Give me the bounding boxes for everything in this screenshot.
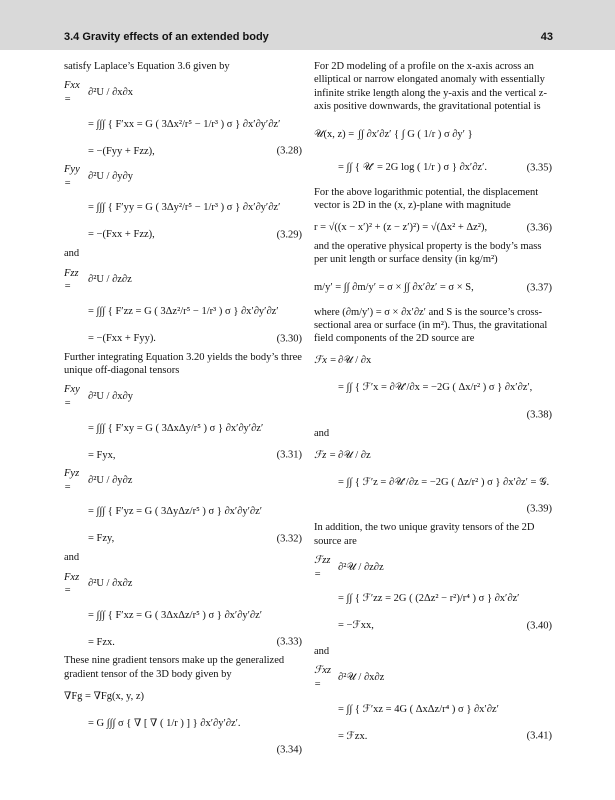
equation-rhs: = ∫∫∫ { F′xx = G ( 3Δx²/r⁵ − 1/r³ ) σ } ∂x′∂y′∂z′ xyxy=(88,118,281,130)
equation-line xyxy=(64,530,302,548)
equation-lhs: 𝒰(x, z) = xyxy=(314,129,355,141)
equation-line xyxy=(314,467,552,497)
right-column xyxy=(314,60,552,748)
equation-line xyxy=(314,694,552,724)
equation-line xyxy=(64,193,302,223)
page-number: 43 xyxy=(540,31,553,43)
equation-line xyxy=(314,219,552,237)
equation-number: (3.31) xyxy=(276,449,302,461)
equation-line xyxy=(64,687,302,705)
equation-line xyxy=(314,554,552,581)
equation-rhs: ∂²U / ∂x∂y xyxy=(88,391,133,403)
equation-line xyxy=(314,617,552,635)
equation-rhs: = −(Fxx + Fyy). xyxy=(88,332,156,344)
equation-rhs: = ℱzx. xyxy=(338,730,368,742)
paragraph: and the operative physical property is the body’s mass per unit length or surface density (in kg/m²) xyxy=(314,240,542,266)
equation-number: (3.36) xyxy=(526,221,552,233)
equation-line xyxy=(64,633,302,651)
equation-rhs: = ∫∫∫ { F′yz = G ( 3ΔyΔz/r⁵ ) σ } ∂x′∂y′∂z′ xyxy=(88,506,263,518)
equation-rhs: = Fzx. xyxy=(88,636,115,648)
equation-rhs: ∂²U / ∂x∂z xyxy=(88,578,133,590)
equation-line xyxy=(64,109,302,139)
equation-number: (3.29) xyxy=(276,229,302,241)
equation-number: (3.32) xyxy=(276,533,302,545)
equation-number: (3.33) xyxy=(276,636,302,648)
equation-lhs: ∇Fg = ∇Fg(x, y, z) xyxy=(64,690,144,702)
equation-lhs: Fzz = xyxy=(64,267,79,293)
paragraph: satisfy Laplace’s Equation 3.6 given by xyxy=(64,61,230,72)
paragraph: These nine gradient tensors make up the generalized gradient tensor of the 3D body given by xyxy=(64,655,285,680)
equation-line xyxy=(64,297,302,327)
equation-rhs: ∂²U / ∂x∂x xyxy=(88,87,133,99)
equation-line xyxy=(64,446,302,464)
left-column xyxy=(64,60,302,762)
equation-line xyxy=(64,142,302,160)
equation-rhs: m/y′ = ∫∫ ∂m/y′ = σ × ∫∫ ∂x′∂z′ = σ × S, xyxy=(314,281,474,293)
equation-line xyxy=(64,708,302,738)
equation-rhs: = Fzy, xyxy=(88,533,115,545)
equation-line xyxy=(64,497,302,527)
equation-lhs: Fxy = xyxy=(64,384,80,409)
paragraph: and xyxy=(314,427,330,439)
equation-number: (3.40) xyxy=(526,620,552,632)
equation-line xyxy=(64,571,302,598)
equation-line xyxy=(64,413,302,443)
equation-line xyxy=(64,600,302,630)
equation-line xyxy=(314,120,552,150)
equation-line xyxy=(314,153,552,183)
equation-line xyxy=(64,383,302,410)
equation-rhs: = −ℱxx, xyxy=(338,620,374,632)
equation-line xyxy=(64,467,302,494)
equation-line xyxy=(64,79,302,106)
equation-line xyxy=(64,741,302,759)
equation-rhs: ∂²𝒰 / ∂x∂z xyxy=(338,672,385,684)
equation-rhs: ∂²U / ∂y∂z xyxy=(88,474,133,486)
equation-line xyxy=(314,273,552,303)
equation-line xyxy=(314,352,552,370)
equation-line xyxy=(64,226,302,244)
equation-number: (3.30) xyxy=(276,332,302,344)
equation-line xyxy=(314,446,552,464)
paragraph: and xyxy=(64,552,80,564)
paragraph: For 2D modeling of a profile on the x-axis across an elliptical or narrow elongated anomaly with essentially infinite strike length along the y-axis and the vertical z-axis positive downwards, the gravitational potential is xyxy=(314,61,547,113)
paragraph: where (∂m/y′) = σ × ∂x′∂z′ and S is the source’s cross-sectional area or surface (in m²). Thus, the gravitational field components of the 2D source are xyxy=(314,306,548,345)
paragraph: Further integrating Equation 3.20 yields the body’s three unique off-diagonal tensors xyxy=(64,351,302,376)
equation-rhs: = ∫∫ { ℱ′z = ∂𝒰′/∂z = −2G ( Δz/r² ) σ } ∂x′∂z′ = 𝒢. xyxy=(338,476,550,488)
equation-rhs: = ∫∫∫ { F′zz = G ( 3Δz²/r⁵ − 1/r³ ) σ } ∂x′∂y′∂z′ xyxy=(88,305,279,317)
paragraph: and xyxy=(64,248,80,260)
equation-rhs: = ∫∫ { 𝒰′ = 2G log ( 1/r ) σ } ∂x′∂z′. xyxy=(338,162,487,174)
equation-lhs: ℱzz = xyxy=(314,555,331,580)
equation-line xyxy=(314,584,552,614)
equation-rhs: ∂𝒰 / ∂z xyxy=(338,449,371,461)
equation-rhs: = ∫∫ { ℱ′zz = 2G ( (2Δz² − r²)/r⁴ ) σ } ∂x′∂z′ xyxy=(338,593,520,605)
equation-number: (3.41) xyxy=(526,730,552,742)
equation-line xyxy=(64,330,302,348)
running-header xyxy=(0,0,615,50)
equation-lhs: Fxz = xyxy=(64,571,80,596)
equation-line xyxy=(314,664,552,691)
equation-rhs: ∫∫ ∂x′∂z′ { ∫ G ( 1/r ) σ ∂y′ } xyxy=(358,129,473,141)
equation-number: (3.37) xyxy=(526,281,552,293)
equation-rhs: = ∫∫ { ℱ′xz = 4G ( ΔxΔz/r⁴ ) σ } ∂x′∂z′ xyxy=(338,703,499,715)
equation-rhs: ∂²𝒰 / ∂z∂z xyxy=(338,561,384,573)
equation-rhs: r = √((x − x′)² + (z − z′)²) = √(Δx² + Δz²), xyxy=(314,221,488,233)
equation-lhs: Fxx = xyxy=(64,80,80,105)
equation-rhs: ∂²U / ∂y∂y xyxy=(88,171,133,183)
equation-line xyxy=(314,373,552,403)
equation-lhs: ℱz = xyxy=(314,449,337,461)
equation-rhs: ∂𝒰 / ∂x xyxy=(338,355,372,367)
equation-line xyxy=(64,267,302,294)
equation-rhs: = Fyx, xyxy=(88,449,116,461)
equation-lhs: ℱx = xyxy=(314,355,337,367)
equation-number: (3.39) xyxy=(526,503,552,515)
equation-rhs: = −(Fxx + Fzz), xyxy=(88,229,155,241)
equation-line xyxy=(64,163,302,190)
equation-line xyxy=(314,500,552,518)
equation-rhs: ∂²U / ∂z∂z xyxy=(88,274,132,286)
equation-lhs: Fyy = xyxy=(64,164,80,189)
equation-number: (3.34) xyxy=(276,744,302,756)
equation-rhs: = ∫∫∫ { F′yy = G ( 3Δy²/r⁵ − 1/r³ ) σ } ∂x′∂y′∂z′ xyxy=(88,202,281,214)
paragraph: and xyxy=(314,646,330,657)
equation-line xyxy=(314,727,552,745)
equation-line xyxy=(314,406,552,424)
equation-rhs: = ∫∫∫ { F′xy = G ( 3ΔxΔy/r⁵ ) σ } ∂x′∂y′∂z′ xyxy=(88,422,264,434)
paragraph: In addition, the two unique gravity tensors of the 2D source are xyxy=(314,522,535,547)
equation-rhs: = ∫∫ { ℱ′x = ∂𝒰′/∂x = −2G ( Δx/r² ) σ } ∂x′∂z′, xyxy=(338,382,533,394)
equation-lhs: Fyz = xyxy=(64,468,80,493)
equation-number: (3.38) xyxy=(526,409,552,421)
section-title: 3.4 Gravity effects of an extended body xyxy=(64,31,269,43)
equation-rhs: = ∫∫∫ { F′xz = G ( 3ΔxΔz/r⁵ ) σ } ∂x′∂y′∂z′ xyxy=(88,609,263,621)
equation-rhs: = G ∫∫∫ σ { ∇ [ ∇ ( 1/r ) ] } ∂x′∂y′∂z′. xyxy=(88,717,241,729)
equation-rhs: = −(Fyy + Fzz), xyxy=(88,145,155,157)
equation-number: (3.28) xyxy=(276,145,302,157)
equation-lhs: ℱxz = xyxy=(314,665,332,690)
equation-number: (3.35) xyxy=(526,162,552,174)
paragraph: For the above logarithmic potential, the displacement vector is 2D in the (x, z)-plane with magnitude xyxy=(314,186,539,212)
